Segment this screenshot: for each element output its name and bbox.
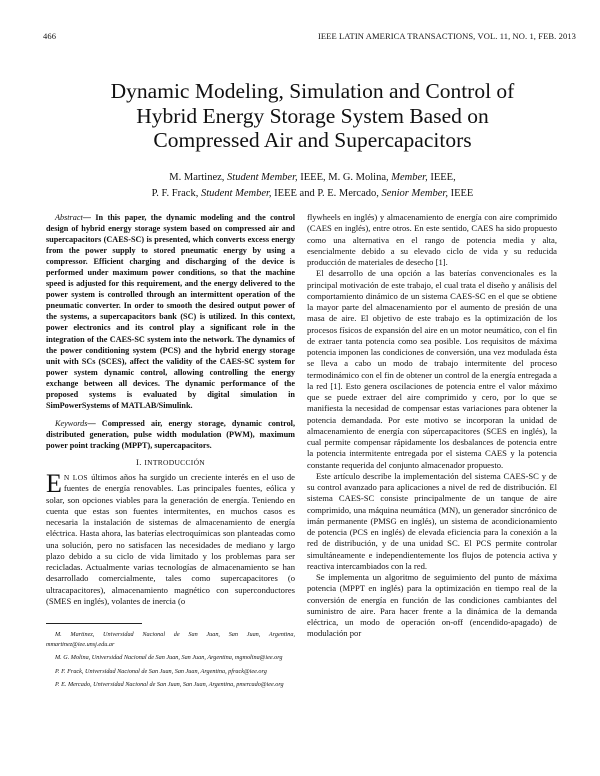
body-paragraph: Este artículo describe la implementación del sistema CAES-SC y de su control avanzado para aplicaciones a nivel de red de distribución. El sistema CAES-SC consiste principalmente de un tanque de aire comprimido, una máquina neumática (MN), un generador sincrónico de imán permanente (PMSG en inglés), un sistema de acondicionamiento de potencia (PCS en inglés) de elevada eficiencia para la conexión a la red de distribución, y de una unidad SC. El PCS permite controlar simultáneamente e independientemente los flujos de potencia activa y reactiva intercambiados con la red. (307, 470, 557, 571)
abstract (46, 212, 295, 411)
running-header: IEEE LATIN AMERICA TRANSACTIONS, VOL. 11, NO. 1, FEB. 2013 (317, 31, 576, 41)
author-role: Student Member, (227, 172, 298, 183)
abstract-label: Abstract (55, 213, 83, 222)
footnote: M. G. Molina, Universidad Nacional de San Juan, San Juan, Argentina, mgmolina@iee.org (55, 654, 283, 662)
title-line: Compressed Air and Supercapacitors (153, 128, 472, 152)
intro-smallcaps: N LOS (63, 473, 88, 483)
section-heading (46, 457, 295, 468)
intro-body: últimos años ha surgido un creciente interés en el uso de fuentes de energía renovables. Las principales fuentes, eólica y solar, son opciones viables para la generación de energía. Teniendo en cuenta que estas son fuentes intermitentes, en muchos casos es necesaria la instalación de sistemas de almacenamiento de energía eléctrica. Hasta ahora, las baterías electroquímicas son planteadas como una solución, pero no satisfacen las necesidades de mediano y largo plazo debido a su ciclo de vida limitado y los problemas para ser recicladas. Actualmente varias tecnologías de almacenamiento se han desarrollado comercialmente, tales como supercapacitores (o ultracapacitores), almacenamiento magnético con superconductores (SMES en inglés), volantes de inercia (o (46, 472, 295, 606)
keywords-body: Compressed air, energy storage, dynamic control, distributed generation, pulse width modulation (PWM), maximum power point tracking (MPPT), supercapacitors. (46, 418, 295, 450)
keywords-label: Keywords (55, 418, 88, 428)
author-line (40, 170, 585, 186)
author-text: IEEE, M. G. Molina, (297, 172, 392, 183)
abstract-dash: — (82, 213, 96, 222)
right-column (307, 212, 557, 640)
left-column (46, 212, 295, 694)
author-role: Student Member, (200, 188, 272, 199)
keywords-dash: — (87, 418, 102, 428)
footnote: P. E. Mercado, Universidad Nacional de San Juan, San Juan, Argentina, pmercado@iee.org (55, 681, 284, 689)
title-line: Hybrid Energy Storage System Based on (136, 103, 489, 128)
author-text: IEEE (447, 188, 474, 199)
footnote-rule (46, 623, 142, 624)
abstract-body: In this paper, the dynamic modeling and the control design of hybrid energy storage system based on compressed air and supercapacitors (CAES-SC) is presented, which converts excess energy from the power supply to stored pneumatic energy by using a compressor. Efficient charging and discharging of the device is performed under maximum power conditions, so that the machine speed is adjusted for this requirement, and the energy delivered to the power system is controlled through an intermittent operation of the pneumatic converter. In order to smooth the desired output power of the systems, a supercapacitors bank (SC) is utilized. In this context, power electronics and its control play a significant role in the integration of the CAES-SC system into the network. The dynamics of the power conditioning system (PCS) and the hybrid energy storage unit with SCs (SCES), affect the validity of the CAES-SC system for power system dynamic control, allowing controlling the energy exchange between all devices. The dynamic performance of the proposed systems is evaluated by digital simulation in SimPowerSystems of MATLAB/Simulink. (46, 213, 295, 410)
section-title: INTRODUCCIÓN (144, 457, 206, 467)
paper-title (40, 79, 585, 153)
author-list (40, 170, 585, 202)
author-role: Member, (391, 172, 428, 183)
intro-paragraph (46, 469, 295, 607)
drop-cap: E (46, 469, 62, 499)
author-text: IEEE and P. E. Mercado, (271, 188, 382, 199)
page-number: 466 (43, 31, 57, 41)
body-paragraph: El desarrollo de una opción a las baterías convencionales es la principal motivación de este trabajo, el cual trata el diseño y análisis del comportamiento dinámico de un sistema CAES-SC en el que se obtiene la mayor parte del almacenamiento por el aumento de presión de una masa de aire. El objetivo de este trabajo es la optimización de los procesos físicos de expansión del aire en un motor neumático, con el fin de extraer tanta potencia como sea posible. Los requisitos de máxima potencia imponen las condiciones de conversión, una vez modulada ésta se lleva a cabo un modo de trabajo intermitente del proceso termodinámico con el fin de obtener un control de la energía entregada a la red [1]. Esto genera oscilaciones de potencia entre el valor máximo que se puede extraer del aire comprimido y cero, por lo que se manifiesta la necesidad de compensar estas variaciones para obtener la potencia demandada. Por este motivo se incorporan la unidad de almacenamiento de energía con súpercapacitores (SCES en inglés), la cual permite compensar rápidamente los desbalances de potencia entre la potencia intermitente entregada por el sistema CAES y la potencia constante requerida del conjunto almacenador propuesto. (307, 268, 557, 470)
author-name: P. F. Frack, (151, 188, 201, 199)
author-role: Senior Member, (381, 188, 448, 199)
author-text: IEEE, (427, 172, 456, 183)
keywords (46, 418, 295, 451)
author-line (40, 186, 585, 202)
footnote: M. Martinez, Universidad Nacional de San Juan, San Juan, Argentina, mmartinez@iee.unsj.edu.ar (46, 631, 295, 648)
body-paragraph: flywheels en inglés) y almacenamiento de energía con aire comprimido (CAES en inglés), entre otros. En este sentido, CAES ha sido propuesto como una alternativa en el rango de potencia media y alta, esencialmente debido a su elevado ciclo de vida y su reducida producción de materiales de desecho [1]. (307, 212, 557, 267)
footnote: P. F. Frack, Universidad Nacional de San Juan, San Juan, Argentina, pfrack@iee.org (55, 667, 267, 675)
title-line: Dynamic Modeling, Simulation and Control of (110, 79, 515, 103)
section-number: I. (135, 456, 145, 467)
body-paragraph: Se implementa un algoritmo de seguimiento del punto de máxima potencia (MPPT en inglés) para la optimización en tiempo real de la conversión de energía en función de las condiciones cambiantes del suministro de aire. Para hacer frente a la dinámica de la demanda eléctrica, un modo de operación on-off (encendido-apagado) de modulación por (307, 572, 557, 639)
author-name: M. Martinez, (169, 172, 228, 183)
